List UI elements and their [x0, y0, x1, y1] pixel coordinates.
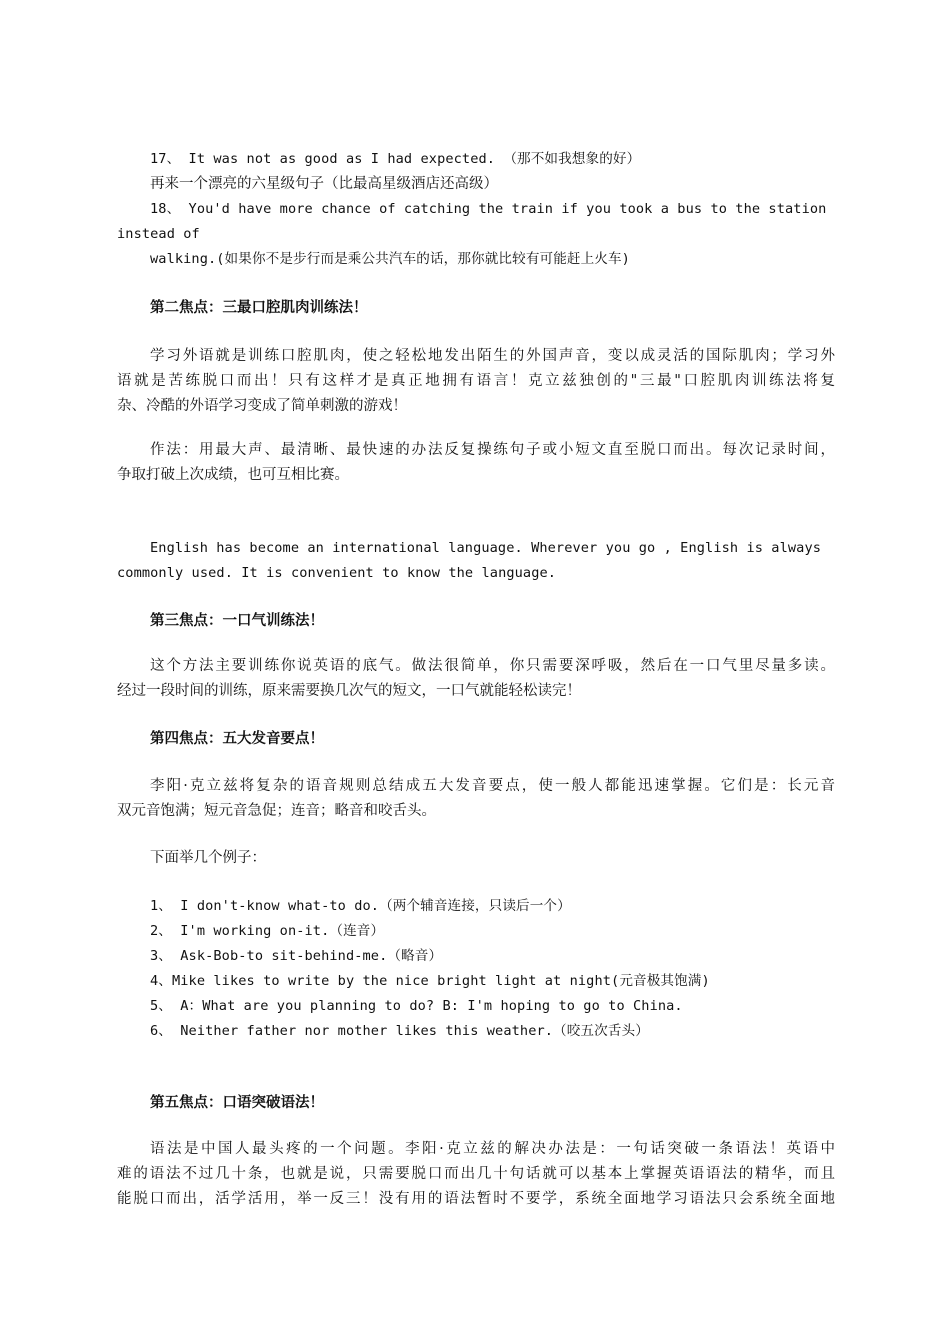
- section-5-paragraph-line-1: 语法是中国人最头疼的一个问题。李阳·克立兹的解决办法是：一句话突破一条语法！英语中: [150, 1141, 835, 1157]
- section-5-paragraph-line-3: 能脱口而出，活学活用，举一反三！没有用的语法暂时不要学，系统全面地学习语法只会系统全面地: [117, 1191, 835, 1207]
- section-2-paragraph-2-line-2: 争取打破上次成绩，也可互相比赛。: [117, 467, 349, 483]
- section-4-paragraph-line-2: 双元音饱满；短元音急促；连音；略音和咬舌头。: [117, 803, 436, 819]
- example-item: 1、 I don't-know what-to do.（两个辅音连接，只读后一个）: [150, 898, 571, 914]
- section-3-paragraph-line-1: 这个方法主要训练你说英语的底气。做法很简单，你只需要深呼吸，然后在一口气里尽量多读。: [150, 658, 835, 674]
- section-5-heading: 第五焦点：口语突破语法！: [150, 1095, 324, 1111]
- example-item: 3、 Ask-Bob-to sit-behind-me.（略音）: [150, 948, 443, 964]
- sentence-18-line-2: instead of: [117, 226, 200, 242]
- sentence-18-line-1: 18、 You'd have more chance of catching the train if you took a bus to the station: [150, 201, 827, 217]
- section-3-paragraph-line-2: 经过一段时间的训练，原来需要换几次气的短文，一口气就能轻松读完！: [117, 683, 581, 699]
- section-2-paragraph-1-line-3: 杂、冷酷的外语学习变成了简单刺激的游戏！: [117, 398, 407, 414]
- six-star-sentence-intro: 再来一个漂亮的六星级句子（比最高星级酒店还高级）: [150, 176, 498, 192]
- section-3-heading: 第三焦点：一口气训练法！: [150, 613, 324, 629]
- sentence-18-line-3: walking.(如果你不是步行而是乘公共汽车的话，那你就比较有可能赶上火车): [150, 251, 630, 267]
- example-item: 4、Mike likes to write by the nice bright light at night(元音极其饱满): [150, 973, 710, 989]
- sentence-17: 17、 It was not as good as I had expected. （那不如我想象的好）: [150, 151, 641, 167]
- section-5-paragraph-line-2: 难的语法不过几十条，也就是说，只需要脱口而出几十句话就可以基本上掌握英语语法的精华，而且: [117, 1166, 835, 1182]
- section-2-heading: 第二焦点：三最口腔肌肉训练法！: [150, 300, 368, 316]
- section-2-paragraph-1-line-1: 学习外语就是训练口腔肌肉，使之轻松地发出陌生的外国声音，变以成灵活的国际肌肉；学习外: [150, 348, 835, 364]
- example-item: 2、 I'm working on-it.（连音）: [150, 923, 385, 939]
- section-4-paragraph-line-1: 李阳·克立兹将复杂的语音规则总结成五大发音要点，使一般人都能迅速掌握。它们是：长元音: [150, 778, 835, 794]
- section-2-paragraph-2-line-1: 作法：用最大声、最清晰、最快速的办法反复操练句子或小短文直至脱口而出。每次记录时间，: [150, 442, 835, 458]
- example-item: 6、 Neither father nor mother likes this weather.（咬五次舌头）: [150, 1023, 649, 1039]
- section-4-heading: 第四焦点：五大发音要点！: [150, 731, 324, 747]
- english-practice-line-1: English has become an international language. Wherever you go , English is always: [150, 540, 822, 556]
- example-item: 5、 A：What are you planning to do? B: I'm hoping to go to China.: [150, 998, 683, 1014]
- section-2-paragraph-1-line-2: 语就是苦练脱口而出！只有这样才是真正地拥有语言！克立兹独创的"三最"口腔肌肉训练法将复: [117, 373, 835, 389]
- english-practice-line-2: commonly used. It is convenient to know the language.: [117, 565, 557, 581]
- examples-intro: 下面举几个例子：: [150, 850, 266, 866]
